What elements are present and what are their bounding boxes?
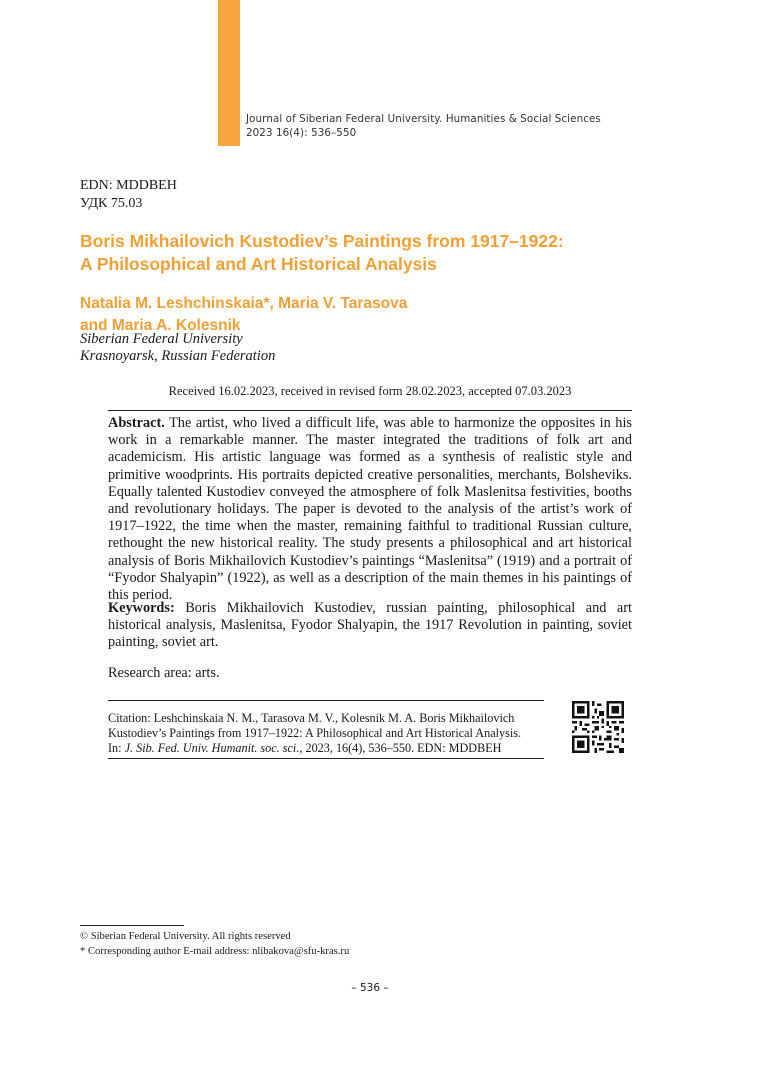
corresponding-author-note: * Corresponding author E-mail address: nlibakova@sfu-kras.ru (80, 946, 350, 957)
keywords-label: Keywords: (108, 600, 175, 616)
journal-issue: 2023 16(4): 536–550 (246, 127, 357, 139)
qr-code-icon (572, 701, 624, 753)
abstract-label: Abstract. (108, 415, 165, 431)
udk-code: УДК 75.03 (80, 196, 143, 211)
abstract-text: The artist, who lived a difficult life, was able to harmonize the opposites in his work in a remarkable manner. The master integrated the traditions of folk art and academicism. His artistic language was formed as a synthesis of realistic style and primitive woodprints. His portraits depicted creative personalities, merchants, Bolsheviks. Equally talented Kustodiev conveyed the atmosphere of folk Maslenitsa festivities, booths and revolutionary holidays. The paper is devoted to the analysis of the artist’s work of 1917–1922, the time when the master, remaining faithful to traditional Russian culture, rethought the new historical reality. The study presents a philosophical and art historical analysis of Boris Mikhailovich Kustodiev’s paintings “Maslenitsa” (1919) and a portrait of “Fyodor Shalyapin” (1922), as well as a description of the main themes in his paintings of this period. (108, 415, 632, 604)
abstract-top-rule (108, 410, 632, 411)
citation-line-3: In: J. Sib. Fed. Univ. Humanit. soc. sci., 2023, 16(4), 536–550. EDN: MDDBEH (108, 741, 502, 756)
received-dates: Received 16.02.2023, received in revised form 28.02.2023, accepted 07.03.2023 (168, 384, 572, 398)
abstract (108, 415, 632, 604)
research-area: Research area: arts. (108, 665, 220, 681)
citation-bottom-rule (108, 758, 544, 759)
title-line-1: Boris Mikhailovich Kustodiev’s Paintings from 1917–1922: (80, 231, 564, 251)
journal-header (246, 112, 601, 140)
keywords-text: Boris Mikhailovich Kustodiev, russian painting, philosophical and art historical analysis, Maslenitsa, Fyodor Shalyapin, the 1917 Revolution in painting, soviet painting, soviet art. (108, 600, 632, 651)
journal-name: Journal of Siberian Federal University. Humanities & Social Sciences (246, 113, 601, 125)
affiliation: Siberian Federal University (80, 331, 243, 347)
citation-top-rule (108, 700, 544, 701)
article-title (80, 230, 640, 276)
header-accent-bar (218, 0, 240, 146)
footnote-rule (80, 925, 184, 926)
keywords (108, 600, 632, 652)
edn-code: EDN: MDDBEH (80, 178, 177, 193)
authors-line-2: and Maria A. Kolesnik (80, 317, 241, 334)
title-line-2: A Philosophical and Art Historical Analysis (80, 254, 437, 274)
authors-line-1: Natalia M. Leshchinskaia*, Maria V. Tarasova (80, 295, 408, 312)
copyright-note: © Siberian Federal University. All rights reserved (80, 931, 291, 942)
location: Krasnoyarsk, Russian Federation (80, 348, 276, 364)
citation (108, 711, 548, 757)
citation-line-1: Citation: Leshchinskaia N. M., Tarasova M. V., Kolesnik M. A. Boris Mikhailovich (108, 711, 515, 725)
citation-journal: J. Sib. Fed. Univ. Humanit. soc. sci. (124, 741, 300, 756)
page-number: – 536 – (351, 982, 389, 994)
citation-line-2: Kustodiev’s Paintings from 1917–1922: A Philosophical and Art Historical Analysis. (108, 726, 522, 741)
